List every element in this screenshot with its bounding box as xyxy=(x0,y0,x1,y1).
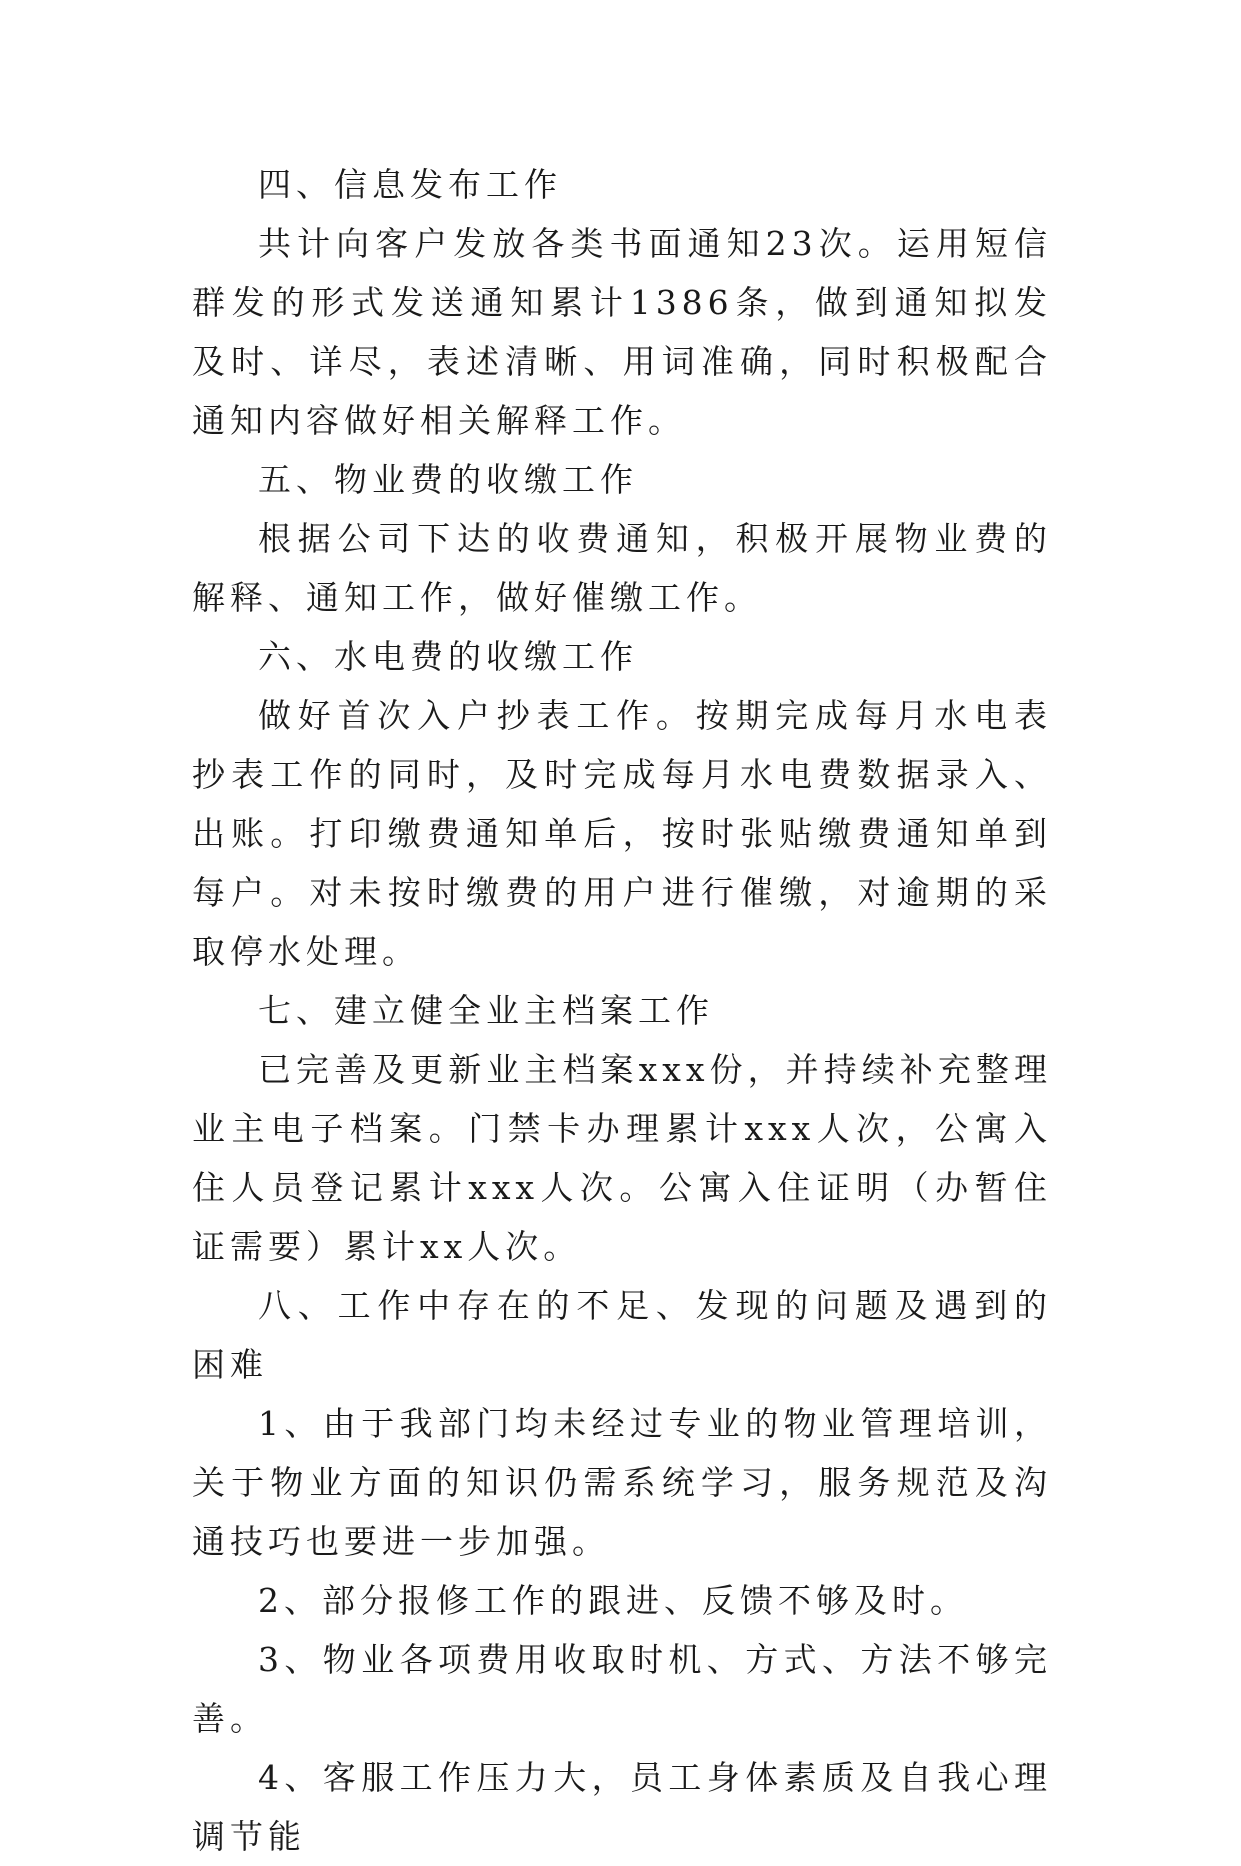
paragraph-info-release: 共计向客户发放各类书面通知23次。运用短信群发的形式发送通知累计1386条，做到通知拟发及时、详尽，表述清晰、用词准确，同时积极配合通知内容做好相关解释工作。 xyxy=(192,224,1052,440)
section-heading-owner-archives: 七、建立健全业主档案工作 xyxy=(258,991,714,1030)
list-item-problem-4: 4、客服工作压力大，员工身体素质及自我心理调节能 xyxy=(192,1758,1052,1856)
section-heading-info-release: 四、信息发布工作 xyxy=(258,165,562,204)
paragraph-property-fee: 根据公司下达的收费通知，积极开展物业费的解释、通知工作，做好催缴工作。 xyxy=(192,519,1052,617)
list-item-problem-3: 3、物业各项费用收取时机、方式、方法不够完善。 xyxy=(192,1640,1052,1738)
section-heading-utility-fee: 六、水电费的收缴工作 xyxy=(258,637,638,676)
list-item-problem-2: 2、部分报修工作的跟进、反馈不够及时。 xyxy=(258,1581,968,1620)
section-heading-property-fee: 五、物业费的收缴工作 xyxy=(258,460,638,499)
paragraph-owner-archives: 已完善及更新业主档案xxx份，并持续补充整理业主电子档案。门禁卡办理累计xxx人次，公寓入住人员登记累计xxx人次。公寓入住证明（办暂住证需要）累计xx人次。 xyxy=(192,1050,1052,1266)
list-item-problem-1: 1、由于我部门均未经过专业的物业管理培训，关于物业方面的知识仍需系统学习，服务规范及沟通技巧也要进一步加强。 xyxy=(192,1404,1052,1561)
document-page xyxy=(192,155,1052,1866)
paragraph-utility-fee: 做好首次入户抄表工作。按期完成每月水电表抄表工作的同时，及时完成每月水电费数据录入、出账。打印缴费通知单后，按时张贴缴费通知单到每户。对未按时缴费的用户进行催缴，对逾期的采取停水处理。 xyxy=(192,696,1052,971)
section-heading-problems: 八、工作中存在的不足、发现的问题及遇到的困难 xyxy=(192,1286,1052,1384)
